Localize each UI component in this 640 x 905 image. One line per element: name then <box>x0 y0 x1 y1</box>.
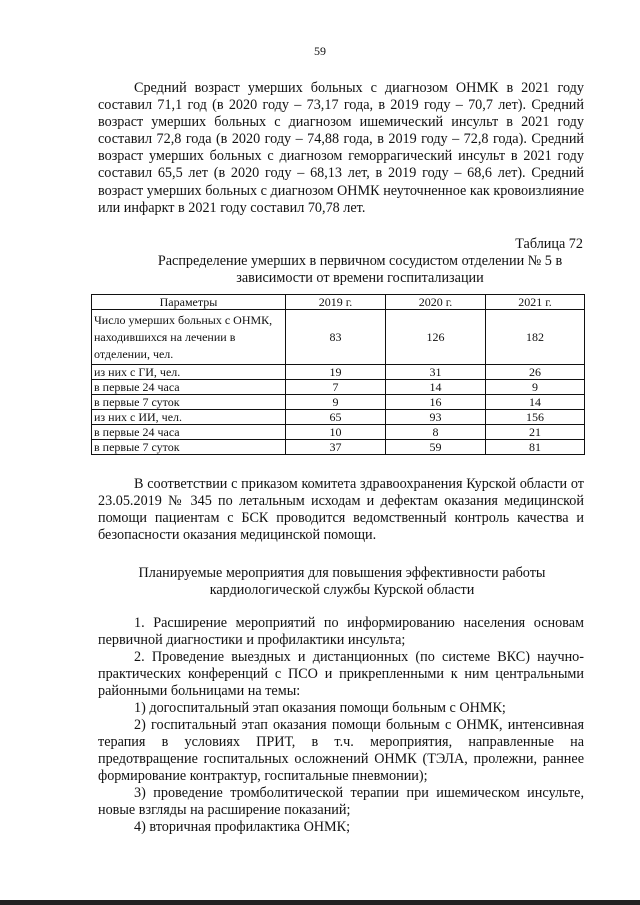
row-param: Число умерших больных с ОНМК, находившихся на лечении в отделении, чел. <box>92 310 286 365</box>
table-title: Распределение умерших в первичном сосудистом отделении № 5 в зависимости от времени госпитализации <box>157 253 563 286</box>
row-2021: 9 <box>486 380 585 395</box>
row-param: в первые 24 часа <box>92 425 286 440</box>
row-2019: 10 <box>286 425 386 440</box>
list-item: 1. Расширение мероприятий по информированию населения основам первичной диагностики и профилактики инсульта; <box>98 615 584 649</box>
row-2020: 126 <box>386 310 486 365</box>
table-row <box>92 395 585 410</box>
row-2020: 14 <box>386 380 486 395</box>
page-number: 59 <box>314 44 326 58</box>
row-2019: 37 <box>286 440 386 455</box>
row-2019: 7 <box>286 380 386 395</box>
row-2021: 182 <box>486 310 585 365</box>
table-row <box>92 410 585 425</box>
row-2020: 16 <box>386 395 486 410</box>
row-param: из них с ГИ, чел. <box>92 365 286 380</box>
table-row <box>92 380 585 395</box>
list-item: 3) проведение тромболитической терапии при ишемическом инсульте, новые взгляды на расширение показаний; <box>98 785 584 819</box>
list-item: 2. Проведение выездных и дистанционных (по системе ВКС) научно-практических конференций с ПСО и прикрепленными к ним центральными районными больницами на темы: <box>98 649 584 700</box>
row-2019: 9 <box>286 395 386 410</box>
table-row <box>92 440 585 455</box>
table-row <box>92 425 585 440</box>
header-2021: 2021 г. <box>486 295 585 310</box>
table-header-row <box>92 295 585 310</box>
row-param: в первые 7 суток <box>92 395 286 410</box>
header-2019: 2019 г. <box>286 295 386 310</box>
row-param: в первые 7 суток <box>92 440 286 455</box>
row-param: из них с ИИ, чел. <box>92 410 286 425</box>
table-label: Таблица 72 <box>515 236 583 252</box>
row-2020: 59 <box>386 440 486 455</box>
row-2020: 31 <box>386 365 486 380</box>
row-2020: 8 <box>386 425 486 440</box>
row-2020: 93 <box>386 410 486 425</box>
header-params: Параметры <box>92 295 286 310</box>
row-2021: 14 <box>486 395 585 410</box>
row-2021: 81 <box>486 440 585 455</box>
row-2019: 65 <box>286 410 386 425</box>
page-bottom-border <box>0 900 640 905</box>
row-2019: 83 <box>286 310 386 365</box>
mortality-table <box>91 294 585 455</box>
section-title: Планируемые мероприятия для повышения эффективности работы кардиологической службы Курской области <box>138 565 546 598</box>
row-2021: 26 <box>486 365 585 380</box>
row-2019: 19 <box>286 365 386 380</box>
row-2021: 156 <box>486 410 585 425</box>
table-row <box>92 310 585 365</box>
list-item: 2) госпитальный этап оказания помощи больным с ОНМК, интенсивная терапия в условиях ПРИТ, в т.ч. мероприятия, направленные на предотвращение госпитальных осложнений ОНМК (ТЭЛА, пролежни, раннее формирование контрактур, госпитальные пневмонии); <box>98 717 584 785</box>
control-paragraph: В соответствии с приказом комитета здравоохранения Курской области от 23.05.2019 № 345 по летальным исходам и дефектам оказания медицинской помощи пациентам с БСК проводится ведомственный контроль качества и безопасности оказания медицинской помощи. <box>98 476 584 544</box>
row-2021: 21 <box>486 425 585 440</box>
intro-paragraph: Средний возраст умерших больных с диагнозом ОНМК в 2021 году составил 71,1 год (в 2020 году – 73,17 года, в 2019 году – 70,7 лет). Средний возраст умерших больных с диагнозом ишемический инсульт в 2021 году составил 72,8 года (в 2020 году – 74,88 года, в 2019 году – 72,8 года). Средний возраст умерших больных с диагнозом геморрагический инсульт в 2021 году составил 65,5 лет (в 2020 году – 68,13 лет, в 2019 году – 68,6 лет). Средний возраст умерших больных с диагнозом ОНМК неуточненное как кровоизлияние или инфаркт в 2021 году составил 70,78 лет. <box>98 80 584 216</box>
list-item: 1) догоспитальный этап оказания помощи больным с ОНМК; <box>134 700 506 716</box>
list-item: 4) вторичная профилактика ОНМК; <box>134 819 351 835</box>
header-2020: 2020 г. <box>386 295 486 310</box>
table-row <box>92 365 585 380</box>
row-param: в первые 24 часа <box>92 380 286 395</box>
